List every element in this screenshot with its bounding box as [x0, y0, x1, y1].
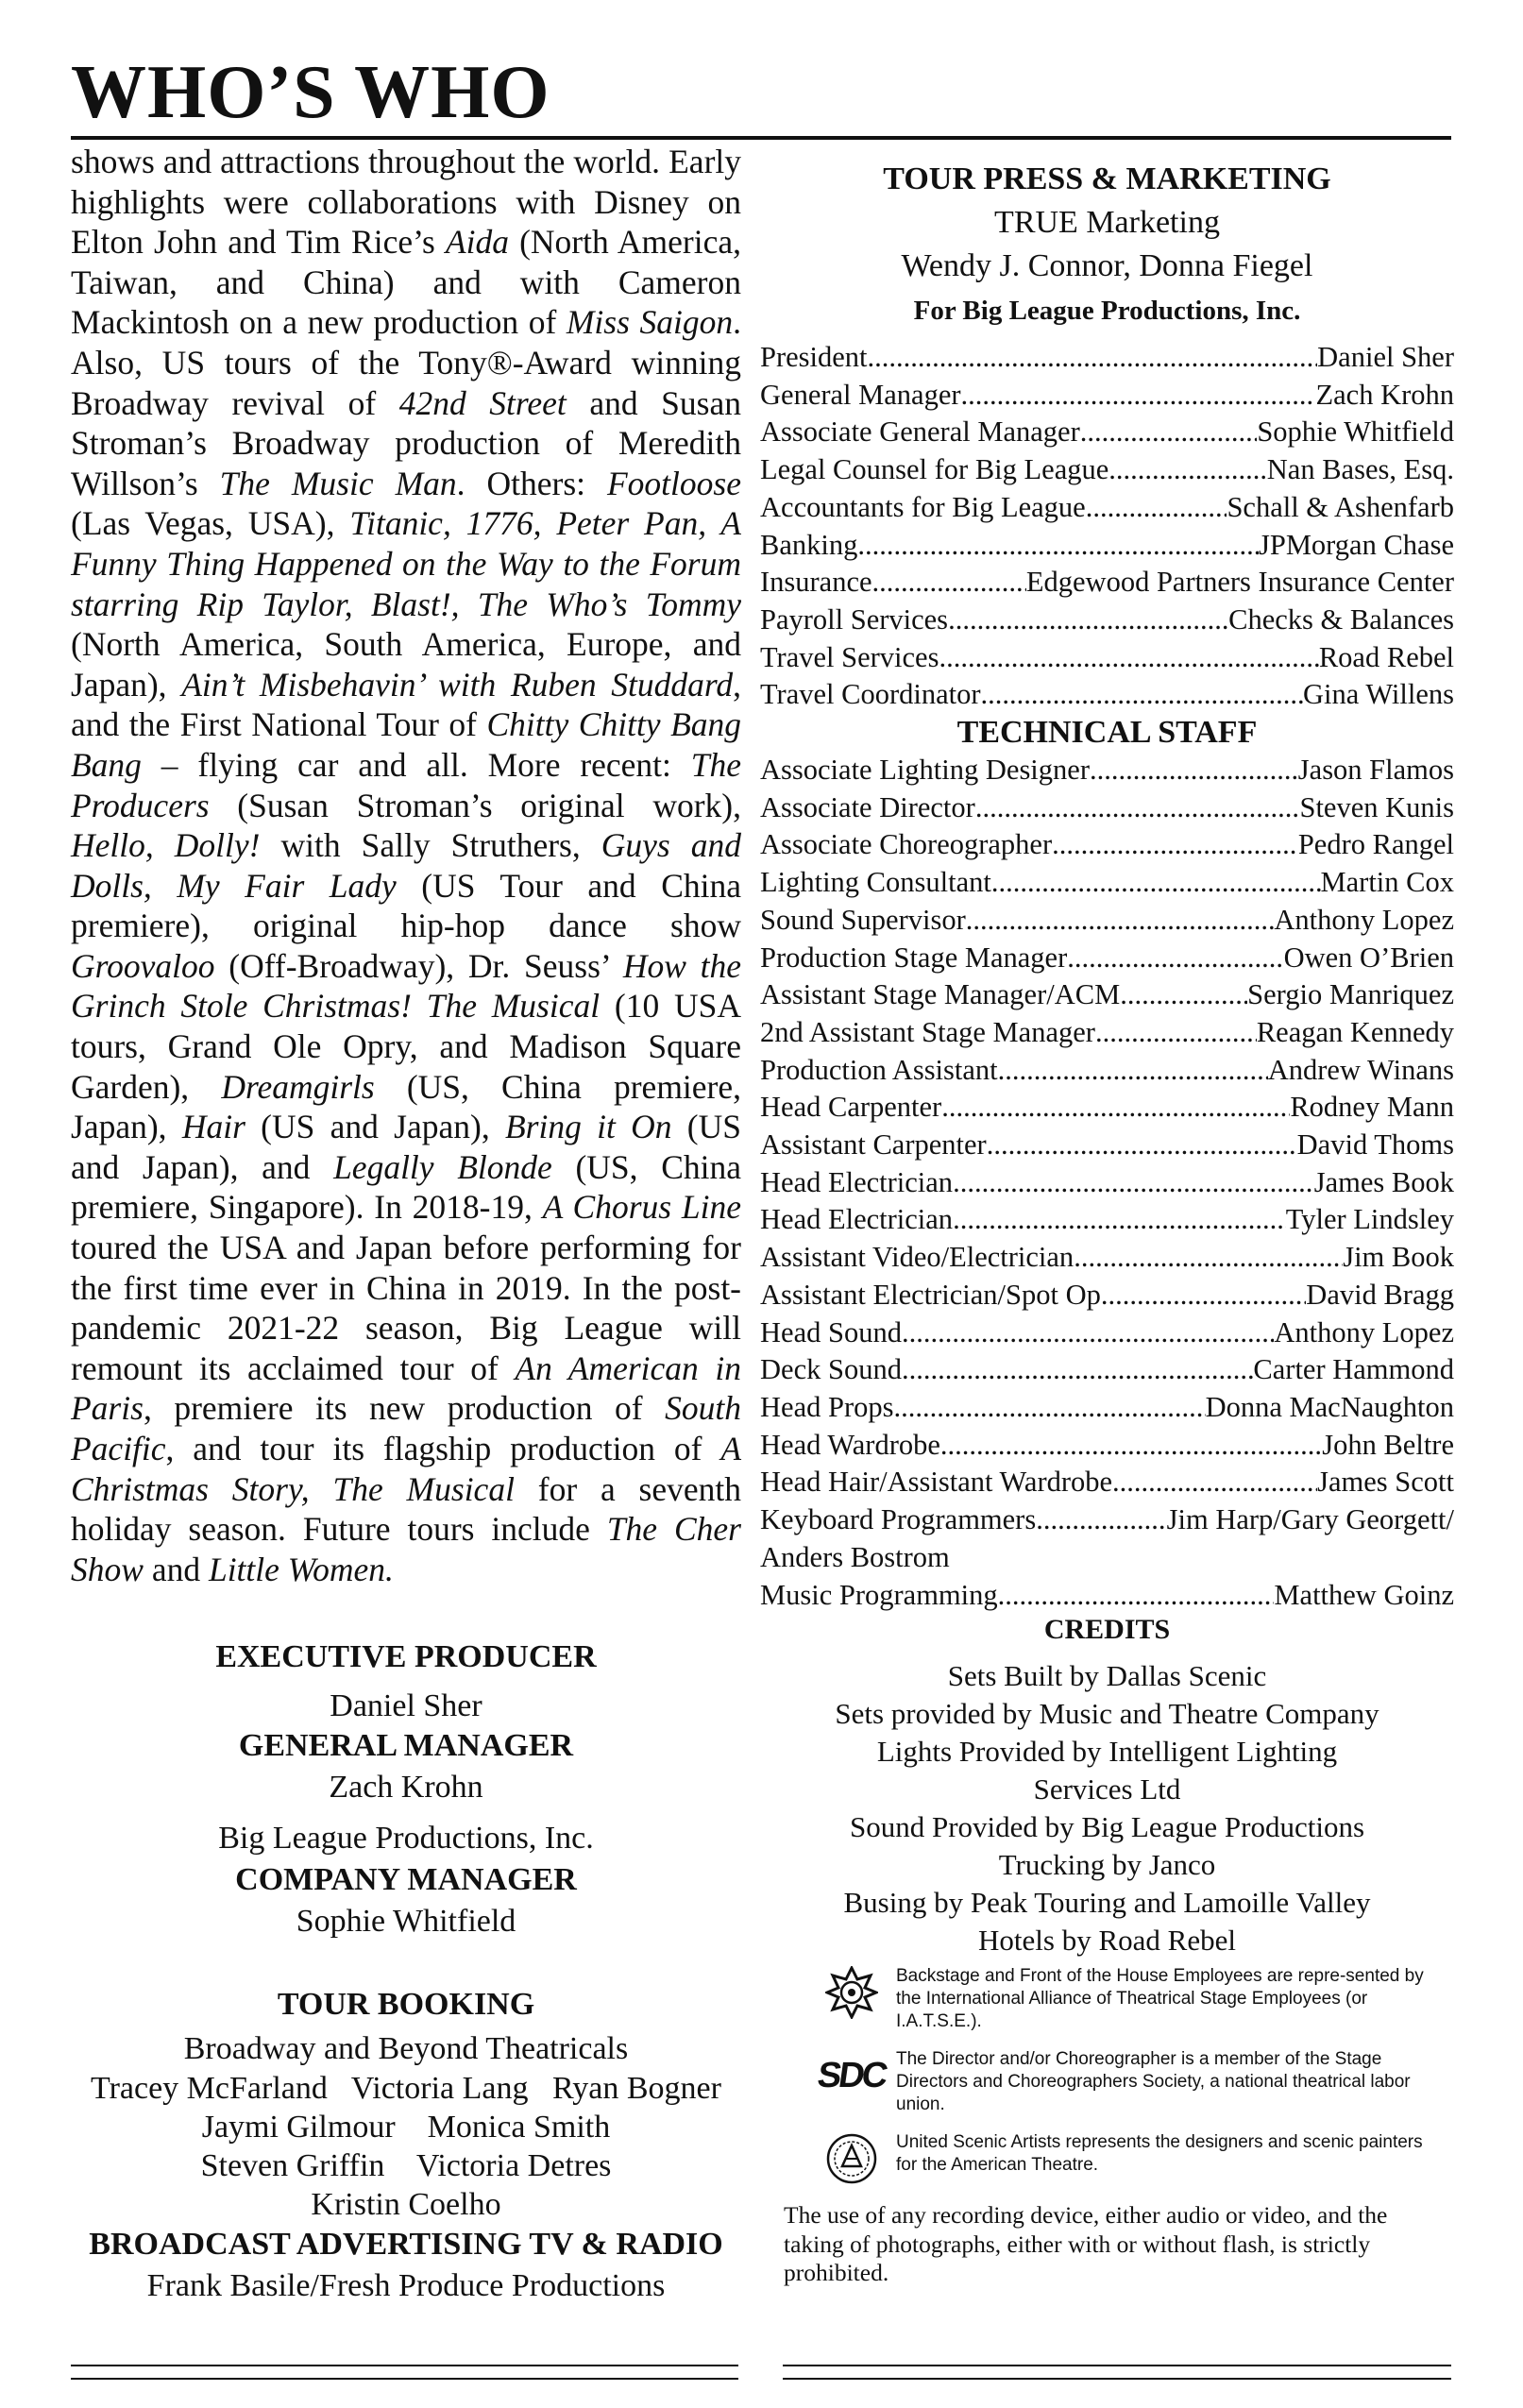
- staff-role: Travel Coordinator: [760, 678, 981, 711]
- bio-title-italic: South Pacific: [71, 1389, 741, 1467]
- bio-title-italic: Chitty Chitty Bang Bang: [71, 705, 742, 784]
- leader-dots: [872, 564, 1026, 602]
- union-notices: [760, 1965, 1454, 2186]
- bio-text: (US, China premiere, Japan),: [71, 1067, 742, 1146]
- bio-text: – flying car and all. More recent:: [141, 745, 691, 784]
- staff-row: [760, 1239, 1454, 1277]
- bio-title-italic: Legally Blonde: [333, 1147, 552, 1186]
- staff-row: [760, 1351, 1454, 1389]
- staff-name: Carter Hammond: [1253, 1353, 1454, 1386]
- staff-row: [760, 1314, 1454, 1352]
- staff-name: Road Rebel: [1318, 640, 1454, 673]
- press-company: TRUE Marketing: [994, 205, 1220, 240]
- staff-role: Associate General Manager: [760, 415, 1080, 449]
- leader-dots: [1074, 1239, 1343, 1277]
- leader-dots: [953, 1164, 1314, 1202]
- staff-row: [760, 940, 1454, 977]
- staff-row: [760, 1052, 1454, 1090]
- staff-role: Legal Counsel for Big League: [760, 453, 1109, 486]
- bio-text: and Susan Stroman’s Broadway production of Meredith Willson’s: [71, 383, 741, 502]
- bio-title-italic: Dreamgirls: [221, 1067, 375, 1106]
- staff-name: Zach Krohn: [1315, 378, 1454, 411]
- bio-text: (Off-Broadway), Dr. Seuss’: [214, 946, 623, 985]
- staff-name: Reagan Kennedy: [1256, 1015, 1454, 1048]
- staff-name: Daniel Sher: [1317, 341, 1454, 373]
- title-rule: [71, 136, 1451, 140]
- company-manager-name: Sophie Whitfield: [296, 1904, 516, 1940]
- leader-dots: [893, 1389, 1205, 1427]
- bio-text: shows and attractions throughout the world. Early highlights were collaborations with Disney on Elton John and Tim Rice’s: [71, 143, 741, 262]
- bio-title-italic: A Christmas Story, The Musical: [71, 1430, 741, 1508]
- staff-name: Checks & Balances: [1228, 602, 1454, 636]
- staff-row: [760, 339, 1454, 377]
- tour-booking-company: Broadway and Beyond Theatricals: [183, 2031, 629, 2067]
- bio-text: . Others:: [456, 464, 607, 502]
- leader-dots: [1036, 1501, 1166, 1539]
- bio-title-italic: How the Grinch Stole Christmas! The Musical: [71, 946, 742, 1026]
- staff-row: [760, 789, 1454, 827]
- staff-name: James Scott: [1317, 1466, 1454, 1499]
- footer-rule-right: [783, 2365, 1451, 2366]
- press-for-line: For Big League Productions, Inc.: [913, 296, 1301, 326]
- bio-text: (Las Vegas, USA),: [71, 504, 350, 543]
- leader-dots: [998, 1577, 1275, 1615]
- staff-row: [760, 826, 1454, 864]
- technical-staff-heading: TECHNICAL STAFF: [956, 715, 1258, 751]
- staff-name: David Bragg: [1306, 1278, 1454, 1311]
- staff-role: Head Sound: [760, 1315, 902, 1348]
- leader-dots: [998, 1052, 1268, 1090]
- bio-title-italic: Aida: [445, 223, 509, 262]
- leader-dots: [991, 864, 1321, 902]
- staff-role: General Manager: [760, 378, 961, 411]
- bio-text: (US and Japan), and: [71, 1108, 741, 1186]
- leader-dots: [1086, 489, 1227, 527]
- technical-staff-list: [760, 752, 1454, 1539]
- bio-text: (10 USA tours, Grand Ole Opry, and Madison Square Garden),: [71, 987, 742, 1106]
- credits-heading: CREDITS: [1043, 1614, 1171, 1646]
- tour-booking-agents-line: Steven Griffin Victoria Detres: [200, 2148, 612, 2184]
- staff-role: Payroll Services: [760, 602, 949, 636]
- staff-row: [760, 1427, 1454, 1465]
- press-names: Wendy J. Connor, Donna Fiegel: [901, 248, 1313, 283]
- staff-name: Schall & Ashenfarb: [1227, 490, 1454, 523]
- credit-line: Busing by Peak Touring and Lamoille Valley: [843, 1886, 1371, 1920]
- staff-role: Production Assistant: [760, 1053, 998, 1086]
- bio-text: . Also, US tours of the Tony®-Award winning Broadway revival of: [71, 303, 741, 422]
- bio-title-italic: The Music Man: [219, 464, 457, 502]
- credit-line: Trucking by Janco: [998, 1848, 1216, 1882]
- bio-title-italic: The Producers: [71, 745, 741, 824]
- leader-dots: [940, 1427, 1322, 1465]
- left-credits: [71, 1638, 741, 2307]
- staff-row: [760, 902, 1454, 940]
- staff-name: Martin Cox: [1320, 866, 1454, 899]
- staff-role: Head Electrician: [760, 1165, 954, 1198]
- tour-booking-agents-line: Jaymi Gilmour Monica Smith: [201, 2110, 611, 2145]
- usa-seal-icon: [819, 2131, 885, 2186]
- staff-role: Head Electrician: [760, 1203, 954, 1236]
- staff-role: Head Hair/Assistant Wardrobe: [760, 1466, 1113, 1499]
- staff-role: Head Carpenter: [760, 1091, 942, 1124]
- staff-role: Assistant Electrician/Spot Op: [760, 1278, 1101, 1311]
- staff-role: Lighting Consultant: [760, 866, 991, 899]
- leader-dots: [1101, 1277, 1306, 1314]
- leader-dots: [939, 639, 1318, 677]
- leader-dots: [902, 1314, 1274, 1352]
- staff-name: Steven Kunis: [1299, 790, 1454, 823]
- staff-name: Jim Harp/Gary Georgett/: [1166, 1503, 1454, 1536]
- bio-title-italic: 42nd Street: [398, 383, 567, 422]
- staff-name: Jim Book: [1343, 1241, 1454, 1274]
- staff-row: [760, 489, 1454, 527]
- staff-name: Donna MacNaughton: [1205, 1390, 1454, 1423]
- leader-dots: [987, 1127, 1297, 1164]
- staff-role: Accountants for Big League: [760, 490, 1086, 523]
- leader-dots: [1080, 414, 1258, 451]
- staff-row: [760, 676, 1454, 714]
- bio-title-italic: Ain’t Misbehavin’ with Ruben Studdard: [181, 665, 734, 704]
- staff-name: Sophie Whitfield: [1257, 415, 1454, 449]
- leader-dots: [1090, 752, 1298, 789]
- bio-text: with Sally Struthers,: [260, 826, 601, 865]
- staff-row: [760, 564, 1454, 602]
- staff-row: [760, 864, 1454, 902]
- bio-text: , and tour its flagship production of: [165, 1430, 721, 1467]
- staff-name: David Thoms: [1296, 1128, 1454, 1162]
- staff-row: [760, 1501, 1454, 1539]
- bio-title-italic: Groovaloo: [71, 946, 215, 985]
- leader-dots: [1095, 1014, 1257, 1052]
- sdc-logo-text: SDC: [815, 2055, 888, 2095]
- staff-row: [760, 1089, 1454, 1127]
- staff-role: Assistant Carpenter: [760, 1128, 987, 1162]
- staff-role: Music Programming: [760, 1578, 998, 1611]
- bio-title-italic: Hair: [181, 1108, 245, 1146]
- staff-row: [760, 451, 1454, 489]
- broadcast-heading: BROADCAST ADVERTISING TV & RADIO: [89, 2227, 723, 2263]
- tour-booking-agents-line: Kristin Coelho: [311, 2187, 501, 2223]
- broadcast-agency: Frank Basile/Fresh Produce Productions: [146, 2268, 666, 2304]
- staff-name: Tyler Lindsley: [1285, 1203, 1454, 1236]
- staff-row: [760, 976, 1454, 1014]
- union-notice-text: United Scenic Artists represents the designers and scenic painters for the American Theatre.: [896, 2132, 1423, 2176]
- credit-line: Sets provided by Music and Theatre Company: [835, 1697, 1379, 1731]
- leader-dots: [1112, 1464, 1317, 1501]
- staff-role: Head Wardrobe: [760, 1428, 940, 1461]
- bio-title-italic: Little Women.: [208, 1550, 394, 1588]
- staff-role: Keyboard Programmers: [760, 1503, 1037, 1536]
- staff-name: James Book: [1313, 1165, 1454, 1198]
- recording-notice: The use of any recording device, either audio or video, and the taking of photographs, either with or without flash, is strictly prohibited.: [784, 2201, 1388, 2287]
- staff-role: Travel Services: [760, 640, 939, 673]
- general-manager-name: Zach Krohn: [329, 1770, 483, 1806]
- credit-line: Lights Provided by Intelligent Lighting: [876, 1735, 1338, 1769]
- bio-text: (North America, South America, Europe, and Japan),: [71, 625, 741, 704]
- company-manager-heading: COMPANY MANAGER: [235, 1862, 577, 1898]
- general-manager-company: Big League Productions, Inc.: [218, 1821, 594, 1857]
- bio-text: , premiere its new production of: [143, 1389, 666, 1428]
- bio-title-italic: Bring it On: [504, 1108, 672, 1146]
- staff-row: [760, 1127, 1454, 1164]
- press-section: [760, 158, 1454, 331]
- staff-row: [760, 639, 1454, 677]
- staff-row: [760, 1201, 1454, 1239]
- sdc-logo-icon: [815, 2048, 888, 2103]
- bio-text: for a seventh holiday season. Future tours include: [71, 1469, 741, 1549]
- staff-row: [760, 752, 1454, 789]
- staff-role: Assistant Stage Manager/ACM: [760, 978, 1121, 1011]
- staff-name: John Beltre: [1322, 1428, 1454, 1461]
- bio-text: (Susan Stroman’s original work),: [209, 786, 741, 824]
- bio-text: (North America, Taiwan, and China) and with Cameron Mackintosh on a new production of: [71, 223, 741, 342]
- leader-dots: [1108, 451, 1266, 489]
- staff-role: Associate Lighting Designer: [760, 754, 1090, 787]
- staff-name: Anthony Lopez: [1274, 1315, 1454, 1348]
- bio-title-italic: The Cher Show: [71, 1510, 741, 1588]
- staff-row: [760, 1577, 1454, 1615]
- bio-text: toured the USA and Japan before performing for the first time ever in China in 2019. In the post-pandemic 2021-22 season, Big League will remount its acclaimed tour of: [71, 1229, 741, 1387]
- bio-text: and: [143, 1550, 209, 1588]
- leader-dots: [966, 902, 1275, 940]
- staff-row: [760, 1389, 1454, 1427]
- leader-dots: [868, 339, 1318, 377]
- staff-row: [760, 1277, 1454, 1314]
- staff-row: [760, 1164, 1454, 1202]
- credit-line: Sets Built by Dallas Scenic: [947, 1659, 1267, 1693]
- staff-row: [760, 1014, 1454, 1052]
- staff-name: Andrew Winans: [1267, 1053, 1454, 1086]
- staff-name: Rodney Mann: [1290, 1091, 1454, 1124]
- page-title: WHO’S WHO: [71, 51, 550, 134]
- staff-role: Banking: [760, 528, 858, 561]
- staff-role: President: [760, 341, 868, 373]
- bio-title-italic: Guys and Dolls, My Fair Lady: [71, 826, 741, 905]
- staff-row: [760, 602, 1454, 639]
- leader-dots: [961, 377, 1316, 415]
- staff-row: [760, 377, 1454, 415]
- staff-role: Insurance: [760, 566, 872, 599]
- staff-row: [760, 1464, 1454, 1501]
- staff-name: Sergio Manriquez: [1247, 978, 1454, 1011]
- staff-name: Anthony Lopez: [1274, 903, 1454, 936]
- staff-row: [760, 527, 1454, 565]
- leader-dots: [953, 1201, 1286, 1239]
- staff-list: [760, 339, 1454, 714]
- bio-title-italic: Hello, Dolly!: [71, 826, 261, 865]
- staff-role: Sound Supervisor: [760, 903, 966, 936]
- staff-name: Owen O’Brien: [1283, 941, 1454, 974]
- iatse-seal-icon: [819, 1965, 885, 2020]
- bio-text: , and the First National Tour of: [71, 665, 741, 744]
- bio-text: (US, China premiere, Singapore). In 2018-19,: [71, 1147, 741, 1227]
- leader-dots: [857, 527, 1259, 565]
- staff-row-continuation: Anders Bostrom: [760, 1540, 950, 1573]
- leader-dots: [948, 602, 1228, 639]
- union-notice-text: Backstage and Front of the House Employees are repre-sented by the International Alliance of Theatrical Stage Employees (or I.A.T.S.E.).: [896, 1966, 1424, 2032]
- footer-rule-left: [71, 2378, 738, 2380]
- union-notice: [815, 2048, 1454, 2116]
- leader-dots: [902, 1351, 1253, 1389]
- general-manager-heading: GENERAL MANAGER: [238, 1728, 574, 1764]
- staff-name: Edgewood Partners Insurance Center: [1025, 566, 1454, 599]
- credit-line: Services Ltd: [1033, 1772, 1181, 1806]
- staff-name: JPMorgan Chase: [1258, 528, 1454, 561]
- staff-role: Deck Sound: [760, 1353, 902, 1386]
- credit-line: Sound Provided by Big League Productions: [849, 1810, 1365, 1844]
- staff-name: Nan Bases, Esq.: [1266, 453, 1454, 486]
- bio-title-italic: Miss Saigon: [566, 303, 734, 342]
- union-notice-text: The Director and/or Choreographer is a member of the Stage Directors and Choreographers Society, a national theatrical labor union.: [896, 2049, 1411, 2115]
- executive-producer-heading: EXECUTIVE PRODUCER: [215, 1639, 597, 1675]
- leader-dots: [975, 789, 1300, 827]
- bio-title-italic: An American in Paris: [71, 1348, 741, 1428]
- staff-role: 2nd Assistant Stage Manager: [760, 1015, 1095, 1048]
- union-notice: [819, 1965, 1454, 2033]
- company-bio: [71, 142, 741, 1589]
- right-column: [760, 142, 1454, 2288]
- staff-role: Head Props: [760, 1390, 894, 1423]
- staff-role: Assistant Video/Electrician: [760, 1241, 1075, 1274]
- leader-dots: [941, 1089, 1290, 1127]
- union-notice: [819, 2131, 1454, 2186]
- staff-name: Pedro Rangel: [1297, 828, 1454, 861]
- staff-role: Associate Choreographer: [760, 828, 1053, 861]
- credits-section: [760, 1614, 1454, 1959]
- bio-text: (US and Japan),: [245, 1108, 505, 1146]
- leader-dots: [981, 676, 1303, 714]
- staff-name: Matthew Goinz: [1274, 1578, 1454, 1611]
- credits-lines: [760, 1657, 1454, 1959]
- credit-line: Hotels by Road Rebel: [978, 1924, 1236, 1958]
- bio-text: (US Tour and China premiere), original hip-hop dance show: [71, 866, 741, 945]
- bio-title-italic: Footloose: [607, 464, 741, 502]
- staff-role: Production Stage Manager: [760, 941, 1068, 974]
- executive-producer-name: Daniel Sher: [330, 1688, 482, 1724]
- footer-rule-right: [783, 2378, 1451, 2380]
- staff-name: Jason Flamos: [1297, 754, 1454, 787]
- footer-rule-left: [71, 2365, 738, 2366]
- bio-title-italic: A Chorus Line: [542, 1188, 742, 1227]
- tour-booking-agents-line: Tracey McFarland Victoria Lang Ryan Bogner: [91, 2071, 721, 2107]
- bio-title-italic: Titanic, 1776, Peter Pan, A Funny Thing Happened on the Way to the Forum starring Rip Taylor, Blast!, The Who’s Tommy: [71, 504, 741, 623]
- press-heading: TOUR PRESS & MARKETING: [883, 161, 1331, 196]
- staff-name: Gina Willens: [1302, 678, 1454, 711]
- tour-booking-heading: TOUR BOOKING: [277, 1987, 535, 2023]
- leader-dots: [1052, 826, 1298, 864]
- left-column: [71, 142, 741, 2307]
- leader-dots: [1067, 940, 1283, 977]
- staff-row: [760, 414, 1454, 451]
- staff-role: Associate Director: [760, 790, 975, 823]
- leader-dots: [1120, 976, 1247, 1014]
